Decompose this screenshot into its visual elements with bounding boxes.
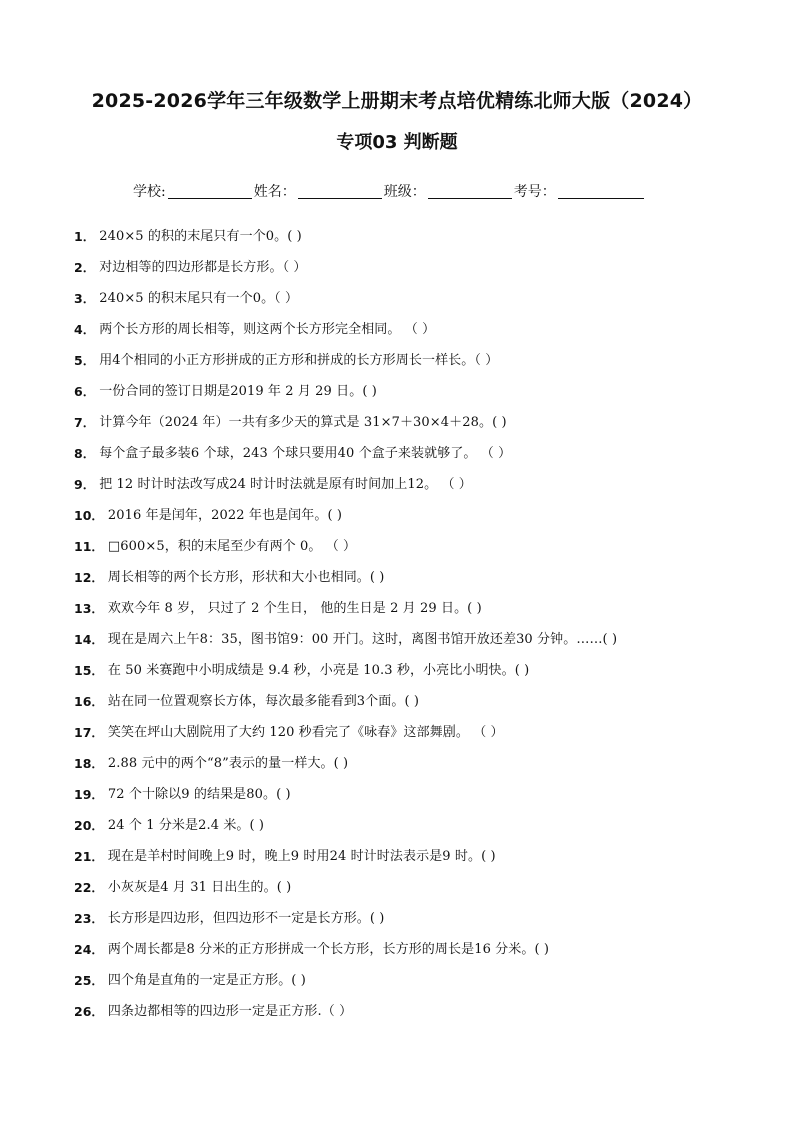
question-number: 23． [74, 911, 104, 926]
question-item [74, 226, 754, 257]
class-label: 班级： [383, 184, 426, 200]
question-text: 把 12 时计时法改写成24 时计时法就是原有时间加上12。 （ ） [99, 477, 472, 492]
question-item [74, 815, 754, 846]
question-number: 13． [74, 601, 104, 616]
question-number: 7． [74, 415, 96, 430]
question-text: □600×5，积的末尾至少有两个 0。 （ ） [107, 539, 357, 554]
question-item [74, 350, 754, 381]
question-number: 4． [74, 322, 96, 337]
school-label: 学校: [133, 184, 166, 200]
question-item [74, 722, 754, 753]
question-text: 笑笑在坪山大剧院用了大约 120 秒看完了《咏春》这部舞剧。 （ ） [107, 725, 504, 740]
question-text: 两个周长都是8 分米的正方形拼成一个长方形，长方形的周长是16 分米。( ) [107, 942, 550, 957]
question-item [74, 629, 754, 660]
question-number: 20． [74, 818, 104, 833]
school-blank[interactable] [168, 184, 252, 199]
question-number: 12． [74, 570, 104, 585]
question-item [74, 970, 754, 1001]
question-item [74, 877, 754, 908]
question-number: 5． [74, 353, 96, 368]
question-text: 四条边都相等的四边形一定是正方形.（ ） [107, 1004, 353, 1019]
question-number: 17． [74, 725, 104, 740]
question-text: 用4个相同的小正方形拼成的正方形和拼成的长方形周长一样长。（ ） [99, 353, 499, 368]
question-number: 11． [74, 539, 104, 554]
question-number: 21． [74, 849, 104, 864]
class-blank[interactable] [428, 184, 512, 199]
question-number: 9． [74, 477, 96, 492]
question-item [74, 381, 754, 412]
question-text: 24 个 1 分米是2.4 米。( ) [107, 818, 265, 833]
question-number: 1． [74, 229, 96, 244]
question-number: 18． [74, 756, 104, 771]
question-number: 6． [74, 384, 96, 399]
question-item [74, 443, 754, 474]
question-text: 欢欢今年 8 岁， 只过了 2 个生日， 他的生日是 2 月 29 日。( ) [107, 601, 482, 616]
question-text: 现在是周六上午8：35，图书馆9：00 开门。这时，离图书馆开放还差30 分钟。……( ) [107, 632, 618, 647]
question-item [74, 908, 754, 939]
question-text: 两个长方形的周长相等，则这两个长方形完全相同。 （ ） [99, 322, 436, 337]
question-item [74, 412, 754, 443]
question-item [74, 536, 754, 567]
exam-no-label: 考号： [513, 184, 556, 200]
question-text: 四个角是直角的一定是正方形。( ) [107, 973, 306, 988]
question-item [74, 660, 754, 691]
question-item [74, 257, 754, 288]
question-text: 72 个十除以9 的结果是80。( ) [107, 787, 291, 802]
question-number: 2． [74, 260, 96, 275]
student-info-line [133, 181, 646, 201]
question-item [74, 319, 754, 350]
question-number: 24． [74, 942, 104, 957]
question-item [74, 567, 754, 598]
question-number: 26． [74, 1004, 104, 1019]
question-item [74, 505, 754, 536]
question-item [74, 1001, 754, 1032]
question-number: 10． [74, 508, 104, 523]
question-item [74, 598, 754, 629]
question-text: 240×5 的积的末尾只有一个0。( ) [99, 229, 302, 244]
question-text: 周长相等的两个长方形，形状和大小也相同。( ) [107, 570, 385, 585]
question-item [74, 846, 754, 877]
question-text: 一份合同的签订日期是2019 年 2 月 29 日。( ) [99, 384, 377, 399]
page-subtitle: 专项03 判断题 [336, 132, 458, 153]
question-text: 长方形是四边形，但四边形不一定是长方形。( ) [107, 911, 385, 926]
page-title: 2025-2026学年三年级数学上册期末考点培优精练北师大版（2024） [91, 90, 703, 112]
question-number: 8． [74, 446, 96, 461]
question-item [74, 288, 754, 319]
question-item [74, 691, 754, 722]
question-text: 2.88 元中的两个“8”表示的量一样大。( ) [107, 756, 349, 771]
question-item [74, 753, 754, 784]
question-number: 25． [74, 973, 104, 988]
question-number: 22． [74, 880, 104, 895]
question-text: 站在同一位置观察长方体，每次最多能看到3个面。( ) [107, 694, 420, 709]
question-item [74, 474, 754, 505]
question-text: 2016 年是闰年，2022 年也是闰年。( ) [107, 508, 343, 523]
question-item [74, 784, 754, 815]
question-number: 15． [74, 663, 104, 678]
question-text: 计算今年（2024 年）一共有多少天的算式是 31×7＋30×4＋28。( ) [99, 415, 507, 430]
question-list [74, 226, 754, 1032]
name-blank[interactable] [298, 184, 382, 199]
question-number: 16． [74, 694, 104, 709]
question-number: 14． [74, 632, 104, 647]
question-item [74, 939, 754, 970]
question-text: 每个盒子最多装6 个球，243 个球只要用40 个盒子来装就够了。 （ ） [99, 446, 512, 461]
question-text: 在 50 米赛跑中小明成绩是 9.4 秒，小亮是 10.3 秒，小亮比小明快。( ) [107, 663, 530, 678]
name-label: 姓名： [253, 184, 296, 200]
question-number: 3． [74, 291, 96, 306]
question-text: 小灰灰是4 月 31 日出生的。( ) [107, 880, 292, 895]
question-text: 240×5 的积末尾只有一个0。（ ） [99, 291, 299, 306]
question-number: 19． [74, 787, 104, 802]
question-text: 对边相等的四边形都是长方形。（ ） [99, 260, 307, 275]
question-text: 现在是羊村时间晚上9 时，晚上9 时用24 时计时法表示是9 时。( ) [107, 849, 496, 864]
exam-no-blank[interactable] [558, 184, 644, 199]
